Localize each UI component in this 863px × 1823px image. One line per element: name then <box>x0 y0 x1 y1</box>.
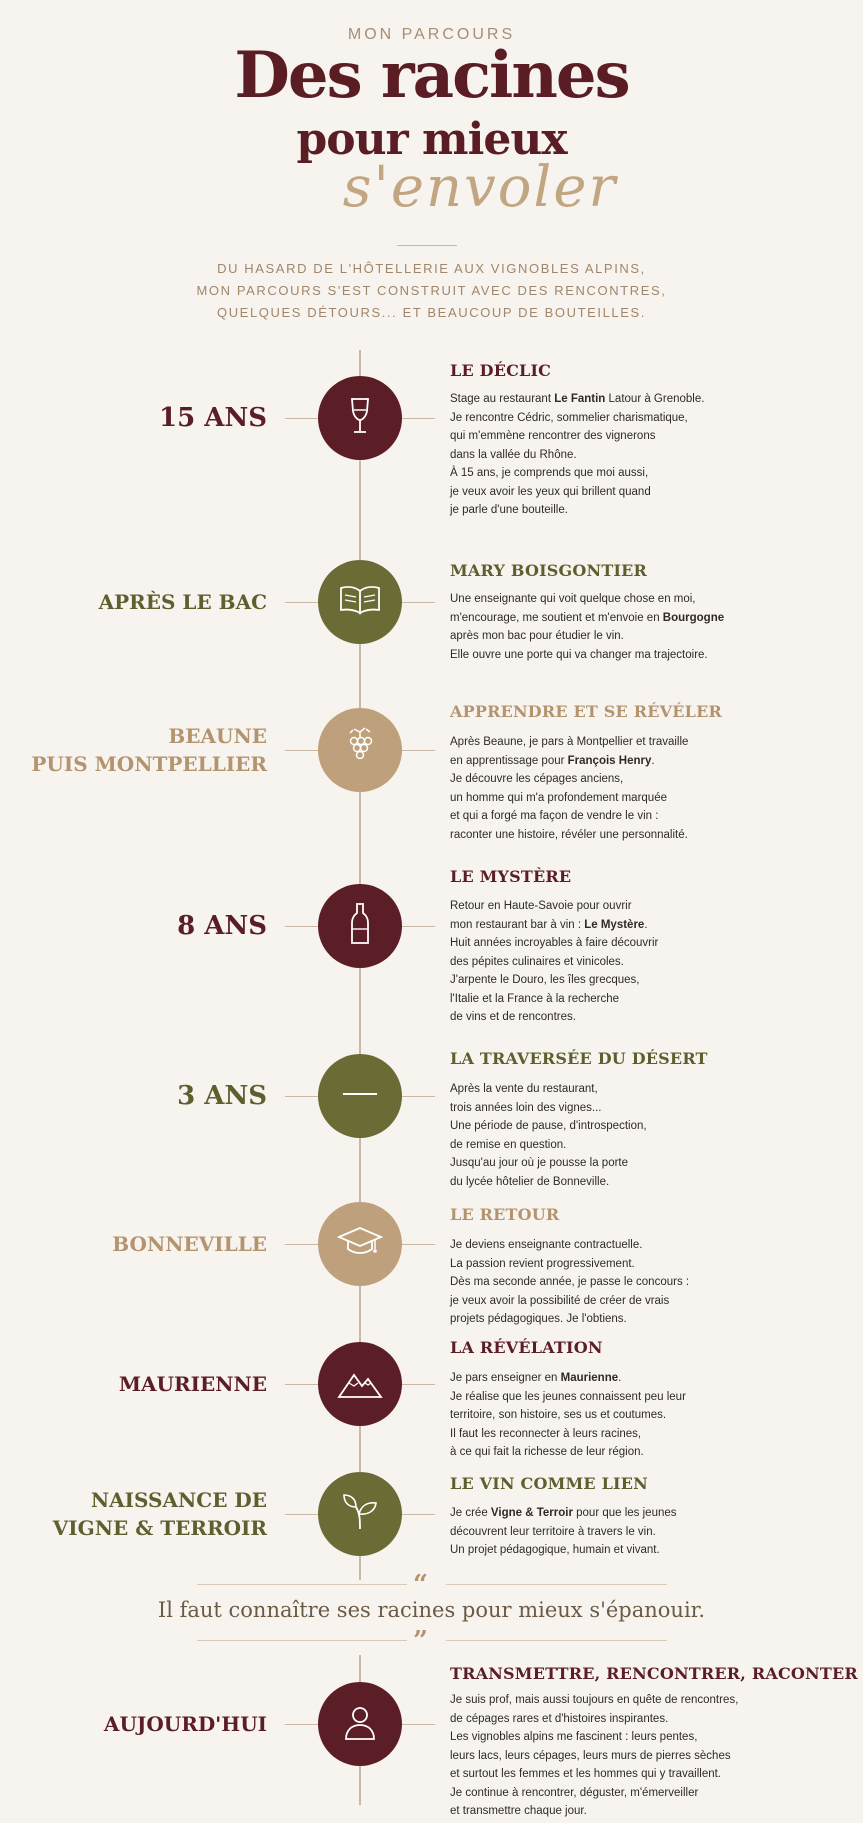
timeline-milestone <box>318 884 402 968</box>
description-line <box>450 1369 850 1388</box>
description-line <box>450 590 850 609</box>
description-line <box>450 1236 850 1255</box>
timeline-milestone <box>318 1472 402 1556</box>
description-text: de remise en question. <box>450 1138 567 1151</box>
description-line <box>450 1541 850 1560</box>
timeline-heading: APPRENDRE ET SE RÉVÉLER <box>450 702 722 721</box>
quote-text: Il faut connaître ses racines pour mieux s'épanouir. <box>157 1598 706 1622</box>
description-line <box>450 1765 850 1784</box>
timeline-description <box>450 1080 850 1191</box>
description-line <box>450 1406 850 1425</box>
description-text: Je continue à rencontrer, déguster, m'émerveiller <box>450 1786 699 1799</box>
description-line <box>450 971 850 990</box>
timeline-label <box>99 588 267 616</box>
person-icon <box>335 1697 385 1752</box>
intro-line: QUELQUES DÉTOURS... ET BEAUCOUP DE BOUTEILLES. <box>216 305 647 320</box>
description-line <box>450 1292 850 1311</box>
grape-cluster-icon <box>335 723 385 778</box>
description-line <box>450 934 850 953</box>
description-text: Elle ouvre une porte qui va changer ma trajectoire. <box>450 648 708 661</box>
timeline-description <box>450 1504 850 1560</box>
description-line <box>450 1255 850 1274</box>
description-text: Jusqu'au jour où je pousse la porte <box>450 1157 629 1169</box>
description-text: des pépites culinaires et vinicoles. <box>450 955 624 968</box>
description-line <box>450 1728 850 1747</box>
description-line <box>450 446 850 465</box>
description-line <box>450 1136 850 1155</box>
timeline-label <box>177 1082 267 1110</box>
timeline-label-line: BEAUNE <box>168 724 267 748</box>
description-emphasis: Bourgogne <box>662 611 725 624</box>
description-text: après mon bac pour étudier le vin. <box>450 630 624 642</box>
description-emphasis: Vigne & Terroir <box>490 1507 573 1519</box>
description-text: m'encourage, me soutient et m'envoie en <box>450 611 663 624</box>
intro-text <box>0 258 863 324</box>
description-line <box>450 826 850 845</box>
timeline-heading: MARY BOISGONTIER <box>450 561 648 580</box>
timeline-heading: LA TRAVERSÉE DU DÉSERT <box>450 1049 708 1068</box>
timeline-description <box>450 590 850 664</box>
quote-close-mark: ” <box>413 1626 428 1656</box>
open-book-icon <box>335 575 385 630</box>
description-line <box>450 1173 850 1192</box>
description-text: Retour en Haute-Savoie pour ouvrir <box>450 900 632 912</box>
description-emphasis: Maurienne <box>560 1372 619 1384</box>
description-text: territoire, son histoire, ses us et coutumes. <box>450 1409 667 1421</box>
timeline-description <box>450 1369 850 1462</box>
timeline-label <box>53 1486 267 1542</box>
page-title-script: s'envoler <box>342 155 618 220</box>
page-title-line2: pour mieux <box>296 114 567 165</box>
description-emphasis: François Henry <box>567 754 652 767</box>
quote-divider-left <box>197 1584 407 1585</box>
description-emphasis: Le Fantin <box>554 393 606 405</box>
description-line <box>450 1802 850 1821</box>
description-text: Stage au restaurant <box>450 393 555 405</box>
description-text: à ce qui fait la richesse de leur région. <box>450 1446 644 1458</box>
quote-divider-left-bottom <box>197 1640 407 1641</box>
description-line <box>450 1080 850 1099</box>
timeline-heading: LA RÉVÉLATION <box>450 1338 603 1357</box>
description-text: découvrent leur territoire à travers le vin. <box>450 1525 656 1538</box>
description-line <box>450 1154 850 1173</box>
description-line <box>450 1008 850 1027</box>
description-text: . <box>618 1372 622 1384</box>
header-divider <box>397 245 457 246</box>
description-text: Un projet pédagogique, humain et vivant. <box>450 1544 660 1556</box>
timeline-label <box>104 1710 267 1738</box>
timeline-label-line: MAURIENNE <box>118 1372 267 1396</box>
description-emphasis: Le Mystère <box>584 918 645 931</box>
description-text: Les vignobles alpins me fascinent : leurs pentes, <box>450 1731 698 1743</box>
description-text: qui m'emmène rencontrer des vignerons <box>450 430 656 442</box>
timeline-label-line: AUJOURD'HUI <box>103 1712 267 1736</box>
description-line <box>450 807 850 826</box>
timeline-heading: LE VIN COMME LIEN <box>450 1474 648 1493</box>
description-text: leurs lacs, leurs cépages, leurs murs de pierres sèches <box>450 1749 731 1762</box>
description-text: Après Beaune, je pars à Montpellier et travaille <box>450 736 689 748</box>
timeline-label-line: 3 ANS <box>177 1081 267 1111</box>
description-text: Je suis prof, mais aussi toujours en quête de rencontres, <box>450 1694 739 1706</box>
description-text: Huit années incroyables à faire découvrir <box>450 937 659 949</box>
timeline-milestone <box>318 376 402 460</box>
quote-divider-right <box>446 1584 667 1585</box>
description-line <box>450 1099 850 1118</box>
mountains-icon <box>335 1357 385 1412</box>
description-text: Après la vente du restaurant, <box>450 1083 598 1095</box>
description-text: projets pédagogiques. Je l'obtiens. <box>450 1313 627 1325</box>
timeline-heading: TRANSMETTRE, RENCONTRER, RACONTER <box>450 1664 858 1683</box>
description-text: Une période de pause, d'introspection, <box>450 1120 647 1132</box>
timeline-description <box>450 897 850 1027</box>
page-title-line1: Des racines <box>234 38 629 113</box>
description-text: Je rencontre Cédric, sommelier charismatique, <box>450 411 688 424</box>
description-text: Je deviens enseignante contractuelle. <box>450 1239 643 1251</box>
description-line <box>450 501 850 520</box>
description-line <box>450 1523 850 1542</box>
description-text: l'Italie et la France à la recherche <box>450 992 620 1005</box>
timeline-heading: LE MYSTÈRE <box>450 867 572 886</box>
timeline-milestone <box>318 708 402 792</box>
timeline-label-line: PUIS MONTPELLIER <box>31 752 267 776</box>
description-text: je veux avoir la possibilité de créer de vrais <box>450 1294 670 1307</box>
description-text: Dès ma seconde année, je passe le concours : <box>450 1276 690 1288</box>
vine-leaf-icon <box>335 1487 385 1542</box>
description-line <box>450 1784 850 1803</box>
description-line <box>450 409 850 428</box>
description-line <box>450 483 850 502</box>
description-text: Je découvre les cépages anciens, <box>450 773 624 785</box>
description-line <box>450 1310 850 1329</box>
description-text: . <box>651 754 655 767</box>
description-line <box>450 1710 850 1729</box>
description-text: de cépages rares et d'histoires inspirantes. <box>450 1712 669 1725</box>
description-line <box>450 733 850 752</box>
description-text: et qui a forgé ma façon de vendre le vin : <box>450 810 659 822</box>
description-line <box>450 646 850 665</box>
timeline-label <box>119 1370 267 1398</box>
description-line <box>450 789 850 808</box>
description-text: À 15 ans, je comprends que moi aussi, <box>450 467 649 479</box>
timeline-description <box>450 390 850 520</box>
timeline-label-line: BONNEVILLE <box>112 1232 267 1256</box>
timeline-milestone <box>318 560 402 644</box>
description-line <box>450 1117 850 1136</box>
description-text: un homme qui m'a profondement marquée <box>450 791 667 804</box>
description-line <box>450 390 850 409</box>
description-line <box>450 609 850 628</box>
graduation-cap-icon <box>335 1217 385 1272</box>
timeline-label-line: VIGNE & TERROIR <box>52 1516 267 1540</box>
timeline-description <box>450 1236 850 1329</box>
description-line <box>450 427 850 446</box>
description-line <box>450 1273 850 1292</box>
description-line <box>450 770 850 789</box>
timeline-description <box>450 1691 850 1821</box>
description-line <box>450 1443 850 1462</box>
description-line <box>450 1425 850 1444</box>
description-text: raconter une histoire, révéler une personnalité. <box>450 828 688 841</box>
description-line <box>450 752 850 771</box>
description-text: mon restaurant bar à vin : <box>450 918 585 931</box>
intro-line: MON PARCOURS S'EST CONSTRUIT AVEC DES RENCONTRES, <box>196 283 667 298</box>
timeline-milestone <box>318 1682 402 1766</box>
description-text: Je réalise que les jeunes connaissent peu leur <box>450 1390 686 1403</box>
timeline-label <box>177 912 267 940</box>
description-text: Une enseignante qui voit quelque chose en moi, <box>450 593 696 605</box>
description-line <box>450 990 850 1009</box>
timeline-description <box>450 733 850 844</box>
description-text: J'arpente le Douro, les îles grecques, <box>450 974 640 986</box>
horizontal-line-icon <box>335 1069 385 1124</box>
description-line <box>450 897 850 916</box>
timeline-label <box>112 1230 267 1258</box>
eyebrow-text: MON PARCOURS <box>347 26 516 43</box>
description-text: pour que les jeunes <box>572 1507 677 1519</box>
description-text: en apprentissage pour <box>450 754 568 767</box>
description-line <box>450 1504 850 1523</box>
quote-divider-right-bottom <box>446 1640 667 1641</box>
timeline-heading: LE DÉCLIC <box>450 361 552 380</box>
description-line <box>450 464 850 483</box>
description-text: Je crée <box>450 1507 491 1519</box>
timeline-label-line: 8 ANS <box>177 911 267 941</box>
description-line <box>450 1388 850 1407</box>
wine-glass-icon <box>335 391 385 446</box>
description-text: . <box>644 918 648 931</box>
wine-bottle-icon <box>335 899 385 954</box>
description-text: Il faut les reconnecter à leurs racines, <box>450 1427 642 1440</box>
timeline-label-line: APRÈS LE BAC <box>98 590 267 614</box>
intro-line: DU HASARD DE L'HÔTELLERIE AUX VIGNOBLES ALPINS, <box>217 261 646 276</box>
timeline-milestone <box>318 1342 402 1426</box>
description-text: je parle d'une bouteille. <box>450 504 568 516</box>
timeline-label <box>31 722 267 778</box>
description-line <box>450 953 850 972</box>
description-text: dans la vallée du Rhône. <box>450 448 577 461</box>
description-text: Latour à Grenoble. <box>605 393 705 405</box>
quote-open-mark: “ <box>413 1570 428 1600</box>
timeline-milestone <box>318 1054 402 1138</box>
timeline-label <box>159 404 267 432</box>
timeline-heading: LE RETOUR <box>450 1205 560 1224</box>
description-text: du lycée hôtelier de Bonneville. <box>450 1175 610 1188</box>
description-text: et transmettre chaque jour. <box>450 1805 587 1817</box>
description-text: Je pars enseigner en <box>450 1372 561 1384</box>
description-text: trois années loin des vignes... <box>450 1101 602 1114</box>
description-line <box>450 916 850 935</box>
timeline-label-line: NAISSANCE DE <box>90 1488 267 1512</box>
description-text: je veux avoir les yeux qui brillent quand <box>450 485 651 498</box>
description-line <box>450 1747 850 1766</box>
description-text: La passion revient progressivement. <box>450 1257 635 1270</box>
description-line <box>450 1691 850 1710</box>
timeline-milestone <box>318 1202 402 1286</box>
description-line <box>450 627 850 646</box>
description-text: de vins et de rencontres. <box>450 1011 576 1023</box>
description-text: et surtout les femmes et les hommes qui y travaillent. <box>450 1768 721 1780</box>
timeline-label-line: 15 ANS <box>159 403 267 433</box>
